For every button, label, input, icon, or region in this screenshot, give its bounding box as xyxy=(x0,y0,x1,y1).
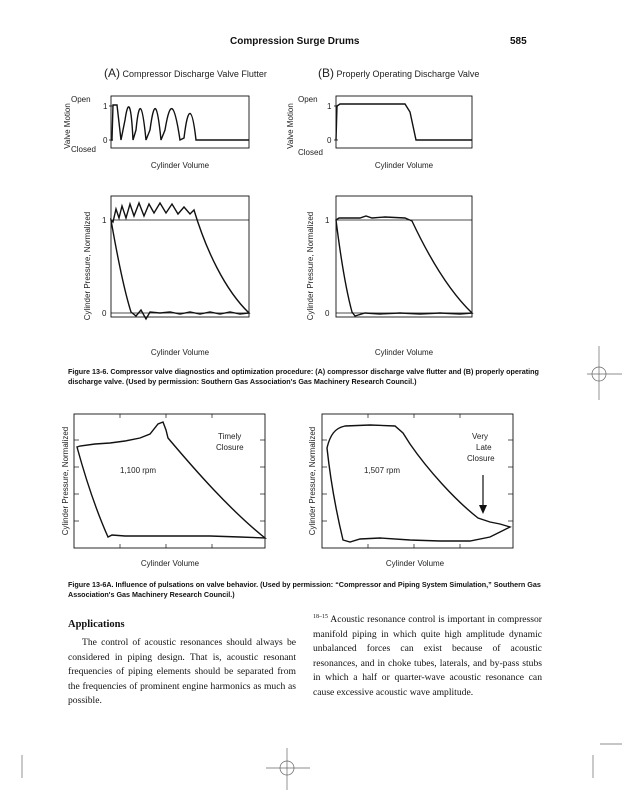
panel-b-text: Properly Operating Discharge Valve xyxy=(336,69,480,79)
running-header-title: Compression Surge Drums xyxy=(230,36,360,47)
paragraph-2-container xyxy=(313,613,542,701)
tick-1-a: 1 xyxy=(103,102,108,111)
xlabel-pressure-a: Cylinder Volume xyxy=(150,348,210,357)
pressure-ylabel-b: Cylinder Pressure, Normalized xyxy=(306,211,315,321)
figure-13-6-caption: Figure 13-6. Compressor valve diagnostics and optimization procedure: (A) compressor discharge valve flutter and (B) properly operating discharge valve. (Used by permission: Southern Gas Association's Gas Machinery Research Council.) xyxy=(68,367,539,386)
open-label-b: Open xyxy=(298,95,318,104)
pulsation-xlabel-left: Cylinder Volume xyxy=(140,559,200,568)
pulsation-ylabel-left: Cylinder Pressure, Normalized xyxy=(61,426,70,536)
pressure-frame-b xyxy=(336,196,472,317)
tick-0-pressure-b: 0 xyxy=(325,309,330,318)
open-label-a: Open xyxy=(71,95,91,104)
citation-superscript: 18–15 xyxy=(313,614,328,620)
body-column-left xyxy=(68,636,296,709)
pulsation-chart-right xyxy=(308,414,513,568)
registration-marks xyxy=(22,346,622,790)
paragraph-2: Acoustic resonance control is important in compressor manifold piping in which quite high amplitude dynamic unbalanced forces can exist because of acoustic resonances, and in choke tubes, laterals, and by-pass stubs in which a half or quarter-wave acoustic resonance can cause excessive acoustic wave amplitude. xyxy=(313,614,542,698)
valve-motion-ylabel-b: Valve Motion xyxy=(286,103,295,149)
pulsation-xlabel-right: Cylinder Volume xyxy=(385,559,445,568)
pulsation-chart-left xyxy=(61,414,265,568)
tick-0-a: 0 xyxy=(103,136,108,145)
figure-13-6a-caption: Figure 13-6A. Influence of pulsations on valve behavior. (Used by permission: “Compressor and Piping System Simulation,” Southern Gas Association's Gas Machinery Research Council.) xyxy=(68,580,541,599)
valve-proper-trace xyxy=(336,104,472,140)
paragraph-1: The control of acoustic resonances should always be considered in piping design. That is, acoustic resonant frequencies of piping elements should be separated from the frequencies of prominent engine harmonics as much as possible. xyxy=(68,637,296,707)
late-closure-arrow-icon xyxy=(479,505,487,514)
tick-0-b: 0 xyxy=(327,136,332,145)
page-number: 585 xyxy=(510,36,527,47)
valve-motion-chart-a xyxy=(63,95,249,170)
valve-flutter-trace xyxy=(111,105,249,140)
late-label-line3: Closure xyxy=(467,454,495,463)
valve-motion-chart-b xyxy=(286,95,472,170)
xlabel-valve-b: Cylinder Volume xyxy=(374,161,434,170)
panel-b-letter: (B) xyxy=(318,66,334,80)
pulsation-ylabel-right: Cylinder Pressure, Normalized xyxy=(308,426,317,536)
pressure-chart-a xyxy=(83,196,249,357)
xlabel-pressure-b: Cylinder Volume xyxy=(374,348,434,357)
rpm-label-1507: 1,507 rpm xyxy=(364,466,401,475)
tick-1-pressure-a: 1 xyxy=(102,216,107,225)
tick-0-pressure-a: 0 xyxy=(102,309,107,318)
pressure-chart-b xyxy=(306,196,472,357)
panel-a-letter: (A) xyxy=(104,66,120,80)
closed-label-a: Closed xyxy=(71,145,96,154)
pressure-frame-a xyxy=(111,196,249,317)
valve-motion-ylabel-a: Valve Motion xyxy=(63,103,72,149)
late-label-line2: Late xyxy=(476,443,492,452)
rpm-label-1100: 1,100 rpm xyxy=(120,466,157,475)
pressure-cycle-proper xyxy=(336,216,472,316)
panel-a-text: Compressor Discharge Valve Flutter xyxy=(122,69,267,79)
section-heading: Applications xyxy=(68,619,125,630)
timely-label-line2: Closure xyxy=(216,443,244,452)
xlabel-valve-a: Cylinder Volume xyxy=(150,161,210,170)
late-label-line1: Very xyxy=(472,432,489,441)
body-column-right xyxy=(313,613,542,701)
closed-label-b: Closed xyxy=(298,148,323,157)
timely-label-line1: Timely xyxy=(218,432,242,441)
tick-1-pressure-b: 1 xyxy=(325,216,330,225)
tick-1-b: 1 xyxy=(327,102,332,111)
pressure-ylabel-a: Cylinder Pressure, Normalized xyxy=(83,211,92,321)
